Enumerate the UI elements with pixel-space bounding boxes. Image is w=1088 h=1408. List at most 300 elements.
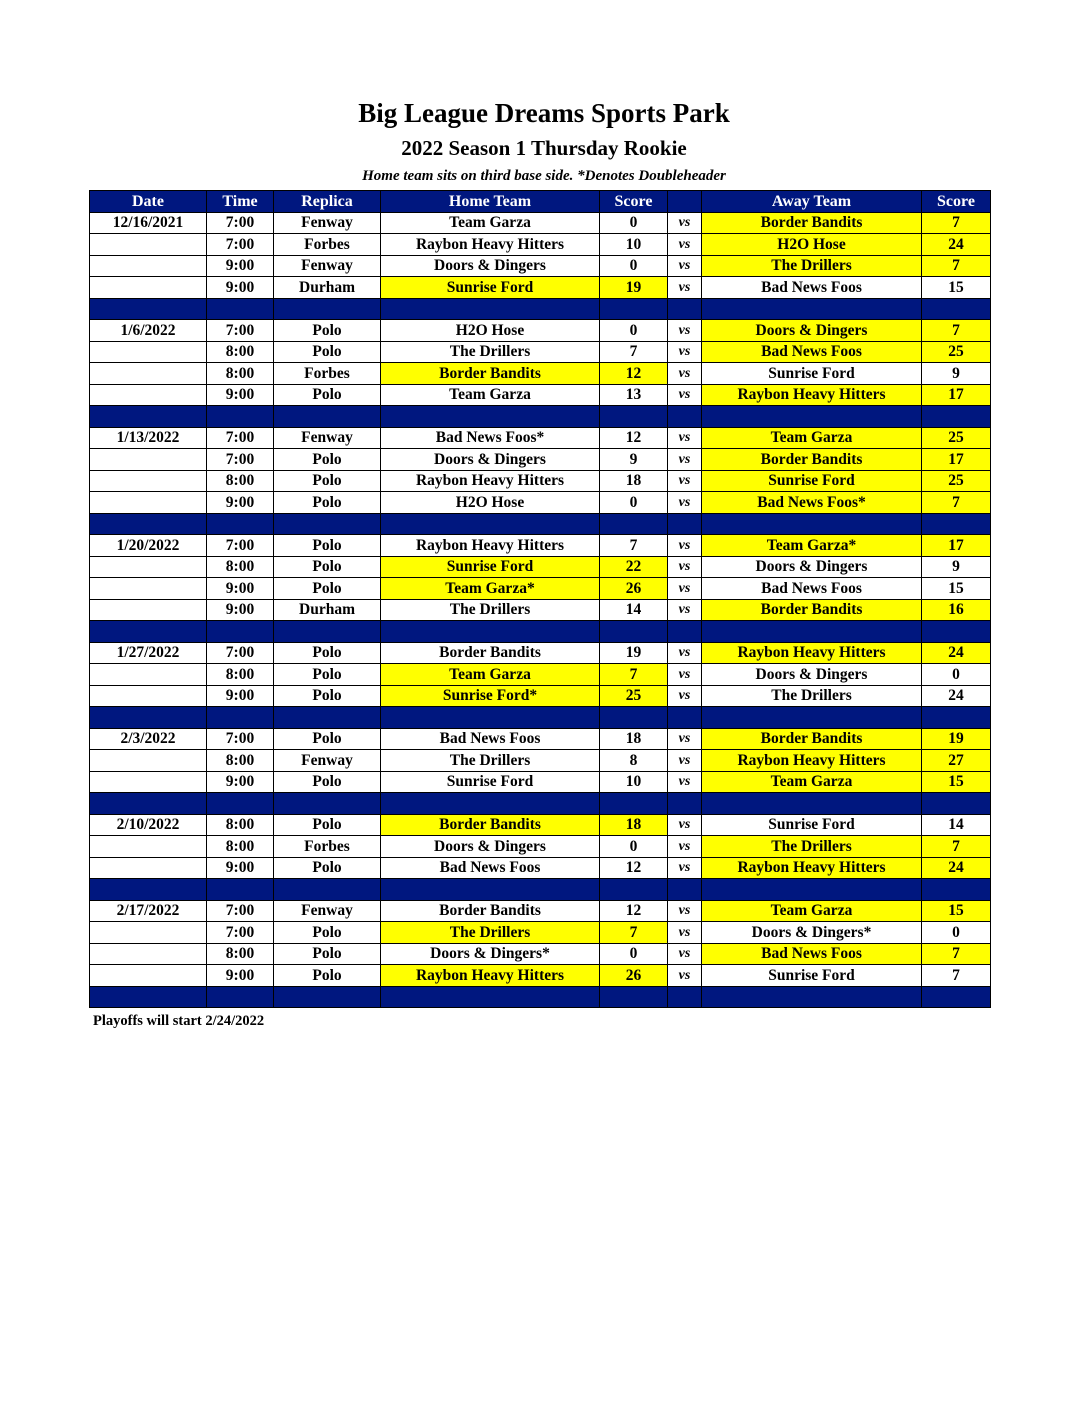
home-score: 12 xyxy=(600,857,668,879)
game-time: 8:00 xyxy=(207,836,274,858)
game-time: 7:00 xyxy=(207,535,274,557)
home-team: Team Garza xyxy=(381,664,600,686)
home-score: 10 xyxy=(600,234,668,256)
game-date xyxy=(90,943,207,965)
separator-cell xyxy=(668,879,702,901)
away-team: H2O Hose xyxy=(702,234,922,256)
table-row xyxy=(90,320,991,342)
separator-cell xyxy=(381,879,600,901)
away-team: Border Bandits xyxy=(702,599,922,621)
home-team: The Drillers xyxy=(381,922,600,944)
away-team: The Drillers xyxy=(702,255,922,277)
game-time: 7:00 xyxy=(207,900,274,922)
away-team: Border Bandits xyxy=(702,449,922,471)
column-header-home-score: Score xyxy=(600,191,668,213)
table-row xyxy=(90,664,991,686)
separator-cell xyxy=(381,793,600,815)
column-header-replica: Replica xyxy=(274,191,381,213)
separator-cell xyxy=(381,513,600,535)
game-time: 7:00 xyxy=(207,212,274,234)
table-row xyxy=(90,470,991,492)
separator-cell xyxy=(207,707,274,729)
separator-cell xyxy=(90,879,207,901)
away-team: Team Garza xyxy=(702,771,922,793)
away-team: Bad News Foos xyxy=(702,578,922,600)
home-team: H2O Hose xyxy=(381,492,600,514)
away-score: 9 xyxy=(922,556,991,578)
home-score: 7 xyxy=(600,664,668,686)
column-header-vs xyxy=(668,191,702,213)
away-score: 0 xyxy=(922,664,991,686)
schedule-body xyxy=(90,212,991,1008)
vs-label: vs xyxy=(668,664,702,686)
game-replica: Polo xyxy=(274,857,381,879)
separator-cell xyxy=(274,879,381,901)
game-date xyxy=(90,664,207,686)
game-date xyxy=(90,857,207,879)
separator-cell xyxy=(600,513,668,535)
vs-label: vs xyxy=(668,234,702,256)
game-replica: Polo xyxy=(274,685,381,707)
home-team: The Drillers xyxy=(381,750,600,772)
away-score: 17 xyxy=(922,449,991,471)
separator-cell xyxy=(702,406,922,428)
separator-cell xyxy=(274,986,381,1008)
game-date: 1/6/2022 xyxy=(90,320,207,342)
separator-cell xyxy=(381,406,600,428)
away-team: Raybon Heavy Hitters xyxy=(702,750,922,772)
away-score: 9 xyxy=(922,363,991,385)
away-score: 15 xyxy=(922,578,991,600)
home-team: Border Bandits xyxy=(381,363,600,385)
separator-cell xyxy=(600,793,668,815)
separator-cell xyxy=(702,986,922,1008)
away-team: Bad News Foos* xyxy=(702,492,922,514)
playoffs-note: Playoffs will start 2/24/2022 xyxy=(93,1013,265,1029)
away-score: 7 xyxy=(922,492,991,514)
separator-cell xyxy=(702,707,922,729)
table-row xyxy=(90,556,991,578)
column-header-date: Date xyxy=(90,191,207,213)
separator-cell xyxy=(381,298,600,320)
separator-cell xyxy=(922,513,991,535)
game-replica: Polo xyxy=(274,771,381,793)
separator-cell xyxy=(90,986,207,1008)
separator-cell xyxy=(600,986,668,1008)
away-score: 7 xyxy=(922,943,991,965)
away-team: Team Garza xyxy=(702,900,922,922)
game-replica: Polo xyxy=(274,384,381,406)
game-date: 2/3/2022 xyxy=(90,728,207,750)
away-team: Doors & Dingers xyxy=(702,664,922,686)
away-score: 24 xyxy=(922,685,991,707)
away-team: Sunrise Ford xyxy=(702,470,922,492)
game-replica: Forbes xyxy=(274,363,381,385)
table-row xyxy=(90,234,991,256)
home-score: 8 xyxy=(600,750,668,772)
game-time: 9:00 xyxy=(207,384,274,406)
away-team: Border Bandits xyxy=(702,728,922,750)
game-time: 9:00 xyxy=(207,771,274,793)
game-time: 7:00 xyxy=(207,427,274,449)
away-score: 16 xyxy=(922,599,991,621)
separator-cell xyxy=(381,707,600,729)
table-row xyxy=(90,427,991,449)
vs-label: vs xyxy=(668,427,702,449)
game-date xyxy=(90,685,207,707)
table-row xyxy=(90,277,991,299)
away-team: Bad News Foos xyxy=(702,943,922,965)
game-date xyxy=(90,384,207,406)
table-row xyxy=(90,922,991,944)
game-time: 8:00 xyxy=(207,664,274,686)
game-time: 7:00 xyxy=(207,922,274,944)
game-replica: Forbes xyxy=(274,836,381,858)
game-replica: Polo xyxy=(274,642,381,664)
separator-cell xyxy=(90,513,207,535)
separator-cell xyxy=(702,621,922,643)
game-date: 2/10/2022 xyxy=(90,814,207,836)
away-team: Doors & Dingers* xyxy=(702,922,922,944)
home-score: 10 xyxy=(600,771,668,793)
home-score: 22 xyxy=(600,556,668,578)
away-team: The Drillers xyxy=(702,685,922,707)
home-team: Doors & Dingers xyxy=(381,255,600,277)
home-team: Raybon Heavy Hitters xyxy=(381,234,600,256)
home-team: Team Garza xyxy=(381,384,600,406)
home-score: 18 xyxy=(600,470,668,492)
game-time: 8:00 xyxy=(207,341,274,363)
separator-cell xyxy=(668,986,702,1008)
away-score: 24 xyxy=(922,857,991,879)
vs-label: vs xyxy=(668,599,702,621)
week-separator-row xyxy=(90,621,991,643)
separator-cell xyxy=(922,879,991,901)
away-team: Doors & Dingers xyxy=(702,556,922,578)
game-replica: Fenway xyxy=(274,427,381,449)
separator-cell xyxy=(668,513,702,535)
away-score: 25 xyxy=(922,427,991,449)
vs-label: vs xyxy=(668,535,702,557)
game-replica: Fenway xyxy=(274,255,381,277)
separator-cell xyxy=(274,513,381,535)
home-team: Bad News Foos* xyxy=(381,427,600,449)
page-title: Big League Dreams Sports Park xyxy=(358,98,730,128)
game-time: 9:00 xyxy=(207,965,274,987)
game-replica: Polo xyxy=(274,965,381,987)
home-score: 14 xyxy=(600,599,668,621)
separator-cell xyxy=(90,406,207,428)
game-date xyxy=(90,836,207,858)
home-score: 18 xyxy=(600,814,668,836)
game-time: 8:00 xyxy=(207,943,274,965)
separator-cell xyxy=(922,707,991,729)
away-score: 7 xyxy=(922,255,991,277)
week-separator-row xyxy=(90,298,991,320)
game-date xyxy=(90,965,207,987)
separator-cell xyxy=(702,298,922,320)
separator-cell xyxy=(381,621,600,643)
game-replica: Polo xyxy=(274,814,381,836)
separator-cell xyxy=(90,621,207,643)
game-time: 7:00 xyxy=(207,234,274,256)
table-row xyxy=(90,535,991,557)
game-time: 8:00 xyxy=(207,556,274,578)
vs-label: vs xyxy=(668,255,702,277)
game-time: 9:00 xyxy=(207,578,274,600)
separator-cell xyxy=(668,298,702,320)
home-team: The Drillers xyxy=(381,341,600,363)
game-date xyxy=(90,470,207,492)
vs-label: vs xyxy=(668,965,702,987)
home-score: 26 xyxy=(600,965,668,987)
game-date xyxy=(90,363,207,385)
game-time: 7:00 xyxy=(207,449,274,471)
home-team: Border Bandits xyxy=(381,642,600,664)
away-score: 15 xyxy=(922,900,991,922)
separator-cell xyxy=(668,707,702,729)
table-row xyxy=(90,384,991,406)
week-separator-row xyxy=(90,513,991,535)
away-score: 7 xyxy=(922,320,991,342)
separator-cell xyxy=(207,298,274,320)
away-score: 0 xyxy=(922,922,991,944)
game-date xyxy=(90,277,207,299)
separator-cell xyxy=(207,621,274,643)
table-row xyxy=(90,900,991,922)
home-team: Bad News Foos xyxy=(381,857,600,879)
separator-cell xyxy=(207,986,274,1008)
vs-label: vs xyxy=(668,642,702,664)
away-score: 15 xyxy=(922,277,991,299)
home-team: The Drillers xyxy=(381,599,600,621)
vs-label: vs xyxy=(668,857,702,879)
game-date xyxy=(90,449,207,471)
separator-cell xyxy=(600,621,668,643)
game-time: 8:00 xyxy=(207,814,274,836)
game-date xyxy=(90,599,207,621)
game-date xyxy=(90,771,207,793)
game-replica: Polo xyxy=(274,341,381,363)
home-score: 12 xyxy=(600,363,668,385)
home-team: Doors & Dingers xyxy=(381,449,600,471)
table-row xyxy=(90,578,991,600)
game-date xyxy=(90,578,207,600)
week-separator-row xyxy=(90,986,991,1008)
game-date xyxy=(90,341,207,363)
vs-label: vs xyxy=(668,836,702,858)
vs-label: vs xyxy=(668,449,702,471)
vs-label: vs xyxy=(668,922,702,944)
separator-cell xyxy=(274,298,381,320)
separator-cell xyxy=(668,406,702,428)
home-score: 0 xyxy=(600,212,668,234)
game-time: 9:00 xyxy=(207,255,274,277)
separator-cell xyxy=(600,406,668,428)
game-time: 7:00 xyxy=(207,642,274,664)
home-score: 25 xyxy=(600,685,668,707)
table-header-row xyxy=(90,191,991,213)
away-score: 25 xyxy=(922,470,991,492)
home-team: Raybon Heavy Hitters xyxy=(381,535,600,557)
game-date: 12/16/2021 xyxy=(90,212,207,234)
game-replica: Durham xyxy=(274,599,381,621)
vs-label: vs xyxy=(668,750,702,772)
game-date xyxy=(90,750,207,772)
table-row xyxy=(90,341,991,363)
away-team: Raybon Heavy Hitters xyxy=(702,642,922,664)
home-score: 13 xyxy=(600,384,668,406)
home-score: 18 xyxy=(600,728,668,750)
table-row xyxy=(90,492,991,514)
game-date: 2/17/2022 xyxy=(90,900,207,922)
vs-label: vs xyxy=(668,578,702,600)
column-header-time: Time xyxy=(207,191,274,213)
game-time: 9:00 xyxy=(207,599,274,621)
table-row xyxy=(90,814,991,836)
game-time: 9:00 xyxy=(207,857,274,879)
vs-label: vs xyxy=(668,363,702,385)
table-row xyxy=(90,943,991,965)
separator-cell xyxy=(922,986,991,1008)
home-team: Sunrise Ford xyxy=(381,277,600,299)
game-time: 8:00 xyxy=(207,470,274,492)
away-score: 7 xyxy=(922,836,991,858)
vs-label: vs xyxy=(668,685,702,707)
away-team: Sunrise Ford xyxy=(702,965,922,987)
away-team: Sunrise Ford xyxy=(702,814,922,836)
separator-cell xyxy=(90,793,207,815)
table-row xyxy=(90,212,991,234)
week-separator-row xyxy=(90,707,991,729)
away-team: Team Garza xyxy=(702,427,922,449)
vs-label: vs xyxy=(668,900,702,922)
home-team: Doors & Dingers* xyxy=(381,943,600,965)
away-score: 7 xyxy=(922,212,991,234)
home-team: Raybon Heavy Hitters xyxy=(381,965,600,987)
vs-label: vs xyxy=(668,814,702,836)
separator-cell xyxy=(600,879,668,901)
game-replica: Durham xyxy=(274,277,381,299)
separator-cell xyxy=(207,513,274,535)
game-date: 1/20/2022 xyxy=(90,535,207,557)
separator-cell xyxy=(274,707,381,729)
vs-label: vs xyxy=(668,341,702,363)
home-score: 9 xyxy=(600,449,668,471)
table-row xyxy=(90,685,991,707)
home-score: 7 xyxy=(600,341,668,363)
separator-cell xyxy=(702,513,922,535)
separator-cell xyxy=(207,406,274,428)
separator-cell xyxy=(274,621,381,643)
separator-cell xyxy=(668,793,702,815)
separator-cell xyxy=(274,406,381,428)
vs-label: vs xyxy=(668,212,702,234)
game-date: 1/13/2022 xyxy=(90,427,207,449)
table-row xyxy=(90,836,991,858)
separator-cell xyxy=(600,707,668,729)
game-replica: Polo xyxy=(274,449,381,471)
game-replica: Polo xyxy=(274,535,381,557)
away-score: 25 xyxy=(922,341,991,363)
vs-label: vs xyxy=(668,320,702,342)
game-replica: Polo xyxy=(274,556,381,578)
home-team: Bad News Foos xyxy=(381,728,600,750)
separator-cell xyxy=(922,298,991,320)
home-score: 7 xyxy=(600,922,668,944)
game-time: 8:00 xyxy=(207,750,274,772)
away-score: 17 xyxy=(922,384,991,406)
column-header-home-team: Home Team xyxy=(381,191,600,213)
vs-label: vs xyxy=(668,384,702,406)
game-replica: Fenway xyxy=(274,212,381,234)
home-team: Border Bandits xyxy=(381,814,600,836)
table-row xyxy=(90,771,991,793)
table-row xyxy=(90,599,991,621)
game-replica: Polo xyxy=(274,664,381,686)
game-date xyxy=(90,922,207,944)
away-team: Bad News Foos xyxy=(702,341,922,363)
separator-cell xyxy=(600,298,668,320)
page-subtitle: 2022 Season 1 Thursday Rookie xyxy=(401,136,687,160)
home-team: Sunrise Ford xyxy=(381,556,600,578)
home-score: 0 xyxy=(600,836,668,858)
game-date: 1/27/2022 xyxy=(90,642,207,664)
away-score: 17 xyxy=(922,535,991,557)
separator-cell xyxy=(90,298,207,320)
game-replica: Fenway xyxy=(274,900,381,922)
home-team: Team Garza xyxy=(381,212,600,234)
home-score: 12 xyxy=(600,427,668,449)
separator-cell xyxy=(90,707,207,729)
vs-label: vs xyxy=(668,556,702,578)
game-date xyxy=(90,556,207,578)
home-score: 7 xyxy=(600,535,668,557)
game-time: 9:00 xyxy=(207,492,274,514)
away-score: 7 xyxy=(922,965,991,987)
away-team: Bad News Foos xyxy=(702,277,922,299)
separator-cell xyxy=(922,406,991,428)
away-team: Team Garza* xyxy=(702,535,922,557)
away-score: 24 xyxy=(922,234,991,256)
game-replica: Forbes xyxy=(274,234,381,256)
game-time: 9:00 xyxy=(207,277,274,299)
game-replica: Polo xyxy=(274,320,381,342)
home-score: 26 xyxy=(600,578,668,600)
separator-cell xyxy=(381,986,600,1008)
home-score: 0 xyxy=(600,255,668,277)
home-team: Sunrise Ford xyxy=(381,771,600,793)
home-team: Sunrise Ford* xyxy=(381,685,600,707)
away-team: Doors & Dingers xyxy=(702,320,922,342)
column-header-away-team: Away Team xyxy=(702,191,922,213)
home-team: Team Garza* xyxy=(381,578,600,600)
game-date xyxy=(90,255,207,277)
game-replica: Polo xyxy=(274,492,381,514)
vs-label: vs xyxy=(668,728,702,750)
vs-label: vs xyxy=(668,470,702,492)
home-team: H2O Hose xyxy=(381,320,600,342)
game-date xyxy=(90,492,207,514)
separator-cell xyxy=(922,793,991,815)
home-score: 19 xyxy=(600,642,668,664)
week-separator-row xyxy=(90,793,991,815)
vs-label: vs xyxy=(668,943,702,965)
home-team: Doors & Dingers xyxy=(381,836,600,858)
schedule-table xyxy=(89,190,991,1008)
table-row xyxy=(90,965,991,987)
separator-cell xyxy=(922,621,991,643)
